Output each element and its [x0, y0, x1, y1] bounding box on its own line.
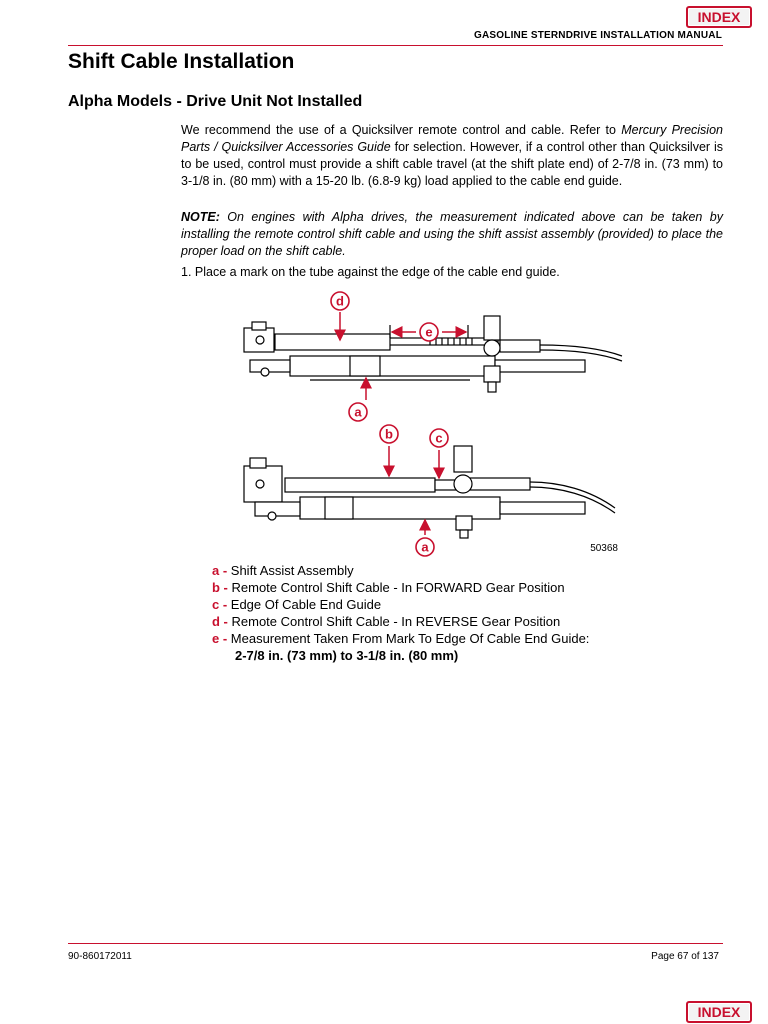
shift-cable-figure — [230, 290, 630, 560]
intro-paragraph — [181, 122, 723, 190]
section-title: Alpha Models - Drive Unit Not Installed — [68, 93, 363, 110]
legend-item-b — [212, 579, 589, 596]
index-button-bottom[interactable]: INDEX — [686, 1001, 752, 1023]
legend-text: Remote Control Shift Cable - In REVERSE Gear Position — [227, 614, 561, 629]
legend-key: c - — [212, 597, 228, 612]
note-text: On engines with Alpha drives, the measurement indicated above can be taken by installing the remote control shift cable and using the shift assist assembly (provided) to place the proper load on the shift cable. — [181, 210, 723, 258]
legend-text: Remote Control Shift Cable - In FORWARD Gear Position — [227, 580, 565, 595]
callout-e-label: e — [425, 324, 433, 340]
legend-item-d — [212, 613, 589, 630]
callout-c-label: c — [435, 430, 443, 446]
legend-text: Edge Of Cable End Guide — [227, 597, 382, 612]
page-title: Shift Cable Installation — [68, 50, 295, 73]
note-label: NOTE: — [181, 210, 220, 224]
legend-key: b - — [212, 580, 228, 595]
step-1: 1. Place a mark on the tube against the edge of the cable end guide. — [181, 265, 560, 279]
note-paragraph — [181, 209, 723, 260]
part-number: 90-860172011 — [68, 951, 132, 962]
callout-a-bottom-label: a — [421, 539, 429, 555]
guide-title: Mercury Precision Parts / Quicksilver Accessories Guide — [181, 123, 723, 154]
legend-item-c — [212, 596, 589, 613]
header-rule — [68, 45, 723, 46]
legend-text: Measurement Taken From Mark To Edge Of Cable End Guide: — [227, 631, 590, 646]
legend-text: Shift Assist Assembly — [227, 563, 354, 578]
legend-key: a - — [212, 563, 228, 578]
callout-d-label: d — [336, 293, 344, 309]
intro-text-2: for selection. However, if a control other than Quicksilver is to be used, control must provide a shift cable travel (at the shift plate end) of 2-7/8 in. (73 mm) to 3-1/8 in. (80 mm) with a 15-20 lb. (6.8-9 kg) load applied to the cable end guide. — [181, 140, 724, 188]
legend-key: d - — [212, 614, 228, 629]
figure-number: 50368 — [590, 543, 618, 554]
legend-item-a — [212, 562, 589, 579]
page-number: Page 67 of 137 — [651, 951, 719, 962]
intro-text-1: We recommend the use of a Quicksilver remote control and cable. Refer to — [181, 123, 622, 137]
legend-item-e — [212, 630, 589, 647]
footer-rule — [68, 943, 723, 944]
legend-key: e - — [212, 631, 228, 646]
measurement-value: 2-7/8 in. (73 mm) to 3-1/8 in. (80 mm) — [235, 648, 459, 663]
callout-b-label: b — [385, 426, 393, 442]
shift-cable-diagram — [230, 290, 630, 560]
legend — [212, 562, 589, 664]
running-head: GASOLINE STERNDRIVE INSTALLATION MANUAL — [474, 30, 722, 41]
index-button-top[interactable]: INDEX — [686, 6, 752, 28]
bottom-assembly — [244, 446, 615, 538]
callout-a-top-label: a — [354, 404, 362, 420]
